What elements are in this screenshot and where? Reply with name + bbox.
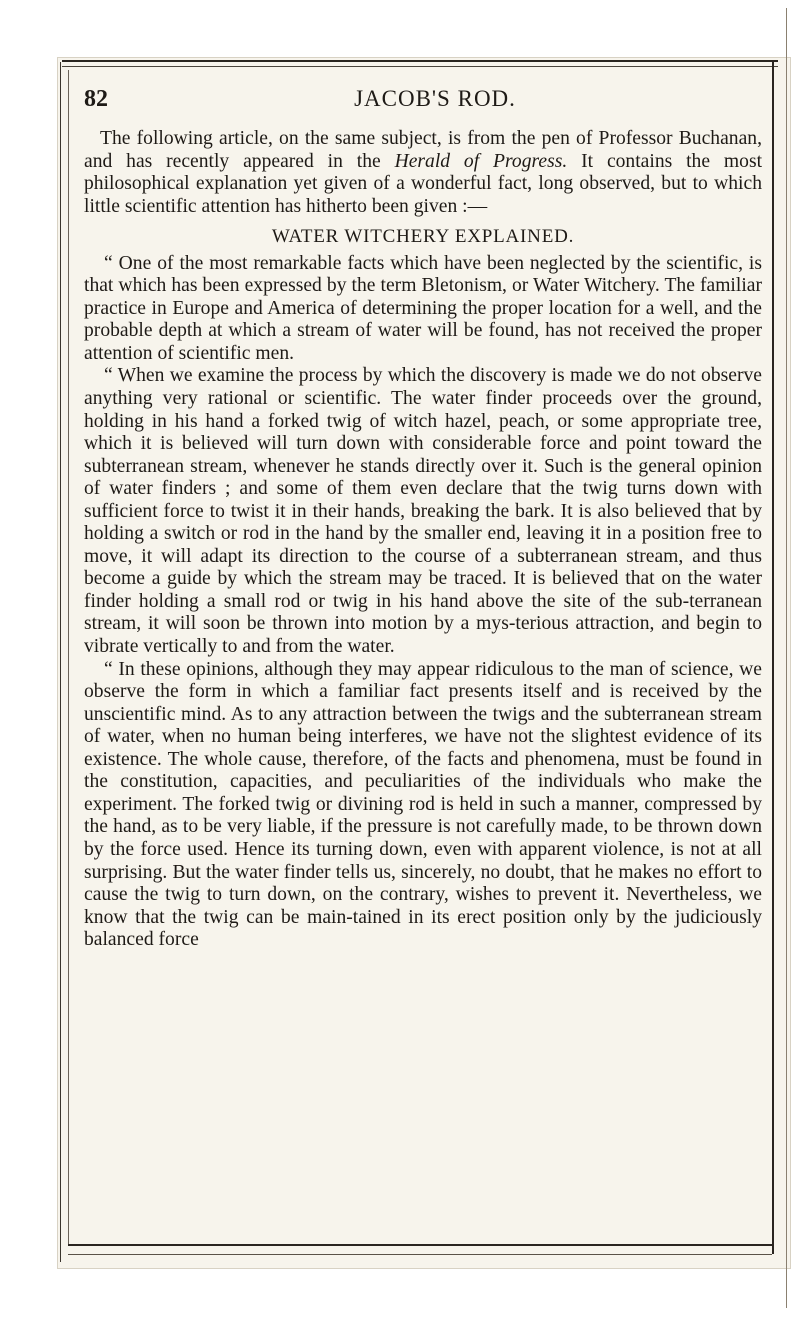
running-head: JACOB'S ROD. xyxy=(354,86,516,111)
page-header xyxy=(84,86,758,122)
page-border-top-inner xyxy=(62,66,778,67)
paragraph-3: “ In these opinions, although they may appear ridiculous to the man of science, we observe the form in which a familiar fact presents itself and is received by the unscientific mind. As to any attraction between the twigs and the subterranean stream of water, when no human being interferes, we have not the slightest evidence of its existence. The whole cause, therefore, of the facts and phenomena, must be found in the constitution, capacities, and peculiarities of the individuals who make the experiment. The forked twig or divining rod is held in such a manner, compressed by the hand, as to be very liable, if the pressure is not carefully made, to be thrown down by the force used. Hence its turning down, even with apparent violence, is not at all surprising. But the water finder tells us, sincerely, no doubt, that he makes no effort to cause the twig to turn down, on the contrary, wishes to prevent it. Nevertheless, we know that the twig can be main-tained in its erect position only by the judiciously balanced force xyxy=(84,658,762,951)
page-border-top xyxy=(62,60,778,62)
page-border-bottom-inner xyxy=(68,1254,772,1255)
page-border-left-inner xyxy=(68,70,69,1244)
intro-text-start: The following article, on the same subject, is from the pen of Professor Buchanan, and has recently appeared in the xyxy=(84,128,762,172)
paragraph-1: “ One of the most remarkable facts which have been neglected by the scientific, is that which has been expressed by the term Bletonism, or Water Witchery. The familiar practice in Europe and America of determining the proper location for a well, and the probable depth at which a stream of water will be found, has not received the proper attention of scientific men. xyxy=(84,252,762,364)
paragraph-2: “ When we examine the process by which the discovery is made we do not observe anything very rational or scientific. The water finder proceeds over the ground, holding in his hand a forked twig of witch hazel, peach, or some appropriate tree, which it is believed will turn down with considerable force and point toward the subterranean stream, whenever he stands directly over it. Such is the general opinion of water finders ; and some of them even declare that the twig turns down with sufficient force to twist it in their hands, breaking the bark. It is also believed that by holding a switch or rod in the hand by the smaller end, leaving it in a position free to move, it will adapt its direction to the course of a subterranean stream, and thus become a guide by which the stream may be traced. It is believed that on the water finder holding a small rod or twig in his hand above the site of the sub-terranean stream, it will soon be thrown into motion by a mys-terious attraction, and begin to vibrate vertically to and from the water. xyxy=(84,365,762,658)
page-number: 82 xyxy=(84,86,108,112)
page-edge-right xyxy=(786,8,787,1308)
body-text xyxy=(84,128,762,952)
intro-text-end: It contains the most philosophical explanation yet given of a wonderful fact, long observed, but to which little scientific attention has hitherto been given :— xyxy=(84,150,763,217)
page-border-right xyxy=(772,62,774,1254)
section-title: WATER WITCHERY EXPLAINED. xyxy=(271,226,575,248)
publication-title: Herald of Progress. xyxy=(394,150,568,172)
page-border-bottom xyxy=(68,1244,772,1246)
intro-paragraph xyxy=(84,128,762,218)
page-border-left xyxy=(60,62,61,1262)
